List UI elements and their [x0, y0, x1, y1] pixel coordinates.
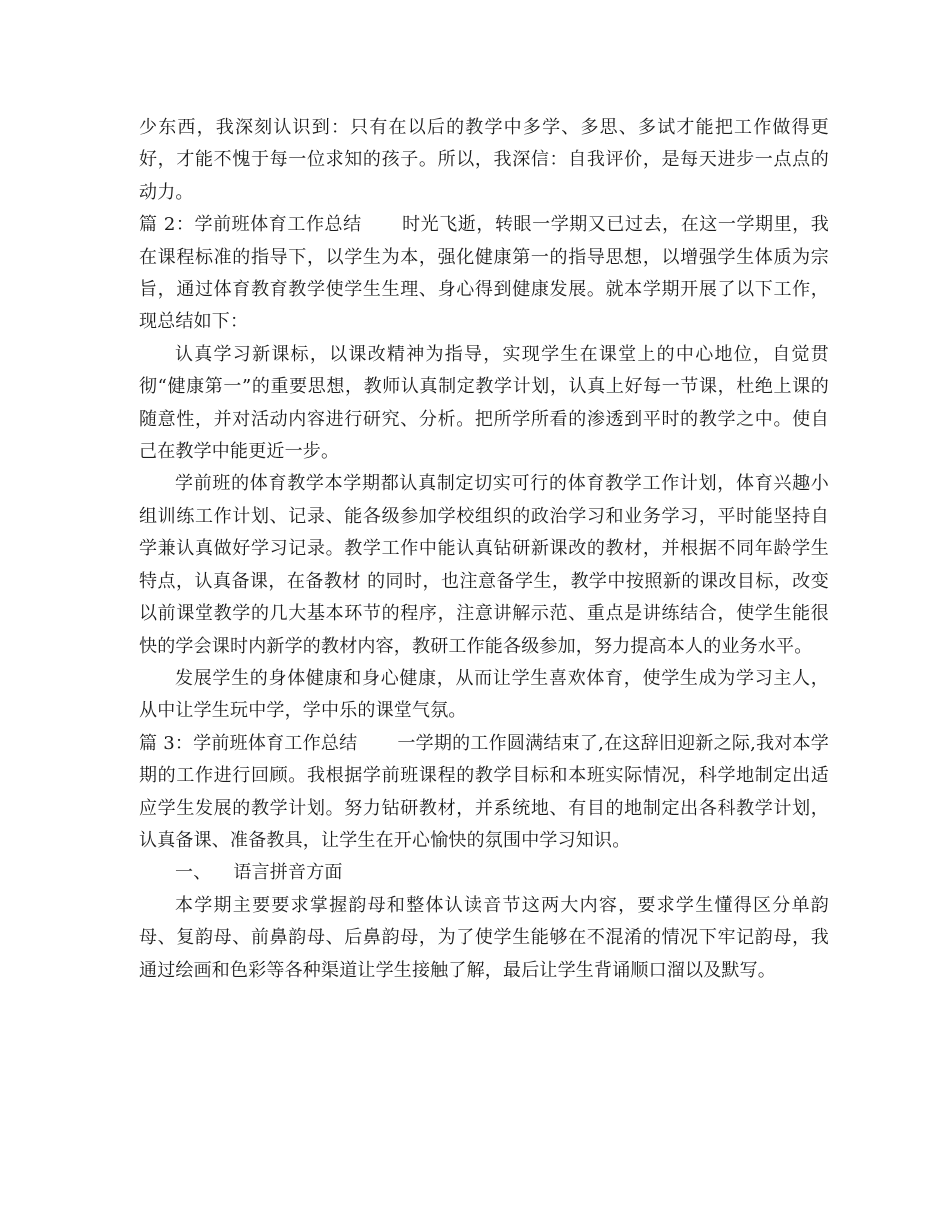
section-3-title: 篇 3：学前班体育工作总结 — [139, 732, 358, 754]
paragraph-teaching-plan: 学前班的体育教学本学期都认真制定切实可行的体育教学工作计划，体育兴趣小组训练工作计划、记录、能各级参加学校组织的政治学习和业务学习，平时能坚持自学兼认真做好学习记录。教学工作中能认真钻研新课改的教材，并根据不同年龄学生特点，认真备课，在备教材 的同时，也注意备学生，教学中按照新的课改目标，改变以前课堂教学的几大基本环节的程序，注意讲解示范、重点是讲练结合，使学生能很快的学会课时内新学的教材内容，教研工作能各级参加，努力提高本人的业务水平。 — [139, 473, 829, 657]
section-2-title: 篇 2：学前班体育工作总结 — [139, 214, 362, 236]
paragraph-new-curriculum: 认真学习新课标，以课改精神为指导，实现学生在课堂上的中心地位，自觉贯彻“健康第一”的重要思想，教师认真制定教学计划，认真上好每一节课，杜绝上课的随意性，并对活动内容进行研究、分析。把所学所看的渗透到平时的教学之中。使自己在教学中能更近一步。 — [139, 343, 829, 463]
subheading-text: 语言拼音方面 — [233, 862, 343, 884]
section-2-paragraph — [139, 209, 829, 339]
section-3-intro: 一学期的工作圆满结束了,在这辞旧迎新之际,我对本学期的工作进行回顾。我根据学前班课程的教学目标和本班实际情况，科学地制定出适应学生发展的教学计划。努力钻研教材，并系统地、有目的地制定出各科教学计划，认真备课、准备教具，让学生在开心愉快的氛围中学习知识。 — [139, 732, 829, 851]
subheading-language-pinyin — [139, 857, 829, 889]
paragraph-student-health: 发展学生的身体健康和身心健康，从而让学生喜欢体育，使学生成为学习主人，从中让学生玩中学，学中乐的课堂气氛。 — [139, 667, 829, 722]
document-body — [139, 112, 829, 987]
paragraph-continuation: 少东西，我深刻认识到：只有在以后的教学中多学、多思、多试才能把工作做得更好，才能不愧于每一位求知的孩子。所以，我深信：自我评价，是每天进步一点点的动力。 — [139, 117, 829, 203]
section-3-paragraph — [139, 728, 829, 858]
paragraph-pinyin-detail: 本学期主要要求掌握韵母和整体认读音节这两大内容，要求学生懂得区分单韵母、复韵母、前鼻韵母、后鼻韵母，为了使学生能够在不混淆的情况下牢记韵母，我通过绘画和色彩等各种渠道让学生接触了解，最后让学生背诵顺口溜以及默写。 — [139, 894, 829, 981]
section-2-intro: 时光飞逝，转眼一学期又已过去，在这一学期里，我在课程标准的指导下，以学生为本，强化健康第一的指导思想，以增强学生体质为宗旨，通过体育教育教学使学生生理、身心得到健康发展。就本学期开展了以下工作，现总结如下： — [139, 214, 829, 333]
subheading-number: 一、 — [175, 862, 212, 884]
